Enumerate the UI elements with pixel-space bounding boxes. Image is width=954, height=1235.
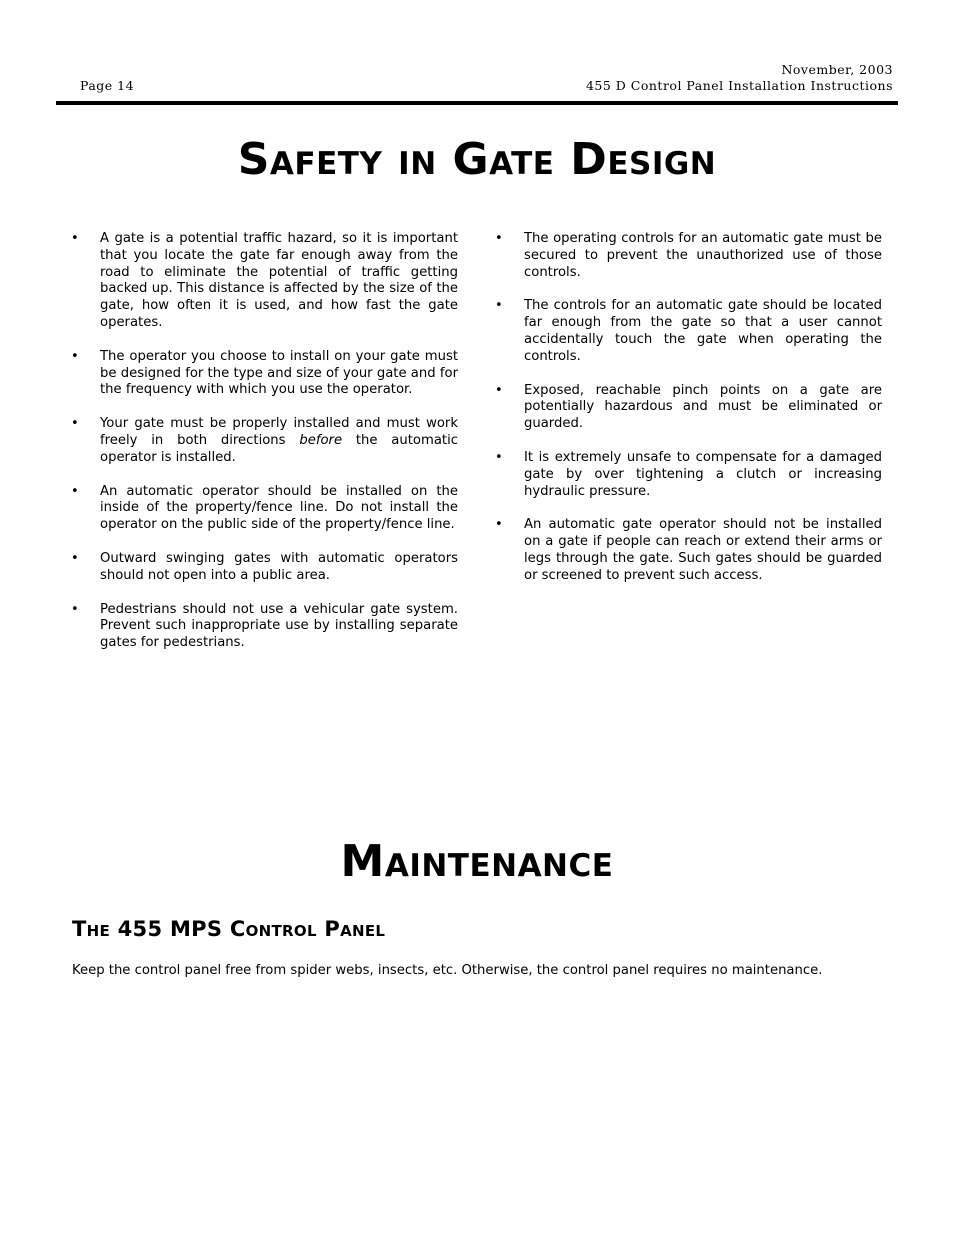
bullet-icon: • xyxy=(71,601,79,617)
bullet-icon: • xyxy=(495,517,503,533)
bullet-text: The controls for an automatic gate should be located far enough from the gate so that a user cannot accidentally touch the gate when operating the controls. xyxy=(524,298,882,364)
bullet-item xyxy=(68,602,458,652)
safety-right-list xyxy=(492,231,882,585)
bullet-item xyxy=(68,349,458,399)
bullet-item xyxy=(68,416,458,466)
safety-left-column xyxy=(68,231,458,669)
bullet-text: It is extremely unsafe to compensate for a damaged gate by over tightening a clutch or increasing hydraulic pressure. xyxy=(524,449,882,499)
bullet-item xyxy=(492,298,882,365)
header-document-title: 455 D Control Panel Installation Instructions xyxy=(585,78,893,93)
bullet-emphasis: before xyxy=(299,432,343,448)
bullet-icon: • xyxy=(71,231,79,246)
bullet-item xyxy=(68,484,458,534)
maintenance-subheading: The 455 MPS Control Panel xyxy=(72,917,386,941)
bullet-text: An automatic gate operator should not be installed on a gate if people can reach or extend their arms or legs through the gate. Such gates should be guarded or screened to prevent such access. xyxy=(524,517,882,583)
bullet-text: A gate is a potential traffic hazard, so it is important that you locate the gate far enough away from the road to eliminate the potential of traffic getting backed up. This distance is affected by the size of the gate, how often it is used, and how fast the gate operates. xyxy=(100,231,458,330)
bullet-icon: • xyxy=(71,348,79,364)
bullet-item xyxy=(492,517,882,584)
bullet-icon: • xyxy=(71,483,79,499)
maintenance-body: Keep the control panel free from spider webs, insects, etc. Otherwise, the control panel requires no maintenance. xyxy=(72,963,823,978)
bullet-icon: • xyxy=(495,382,503,398)
safety-left-list xyxy=(68,231,458,652)
bullet-icon: • xyxy=(495,449,503,465)
bullet-text: the automatic operator is installed. xyxy=(100,432,458,465)
bullet-icon: • xyxy=(495,298,503,314)
header-page-number: Page 14 xyxy=(80,78,135,93)
maintenance-title: Maintenance xyxy=(340,836,614,887)
bullet-text: Outward swinging gates with automatic operators should not open into a public area. xyxy=(100,550,458,583)
bullet-icon: • xyxy=(71,550,79,566)
bullet-text: Your gate must be properly installed and must work freely in both directions xyxy=(100,416,458,448)
bullet-item xyxy=(492,383,882,433)
header-rule xyxy=(56,101,898,105)
bullet-text: Exposed, reachable pinch points on a gate are potentially hazardous and must be eliminated or guarded. xyxy=(524,382,882,432)
bullet-text: Pedestrians should not use a vehicular gate system. Prevent such inappropriate use by installing separate gates for pedestrians. xyxy=(100,601,458,651)
bullet-text: An automatic operator should be installed on the inside of the property/fence line. Do not install the operator on the public side of the property/fence line. xyxy=(100,483,458,533)
bullet-item xyxy=(68,551,458,585)
bullet-text: The operating controls for an automatic gate must be secured to prevent the unauthorized use of those controls. xyxy=(524,231,882,280)
header-date: November, 2003 xyxy=(781,62,893,77)
bullet-item xyxy=(492,231,882,281)
bullet-icon: • xyxy=(495,231,503,246)
bullet-item xyxy=(68,231,458,332)
bullet-text: The operator you choose to install on your gate must be designed for the type and size of your gate and for the frequency with which you use the operator. xyxy=(100,348,458,398)
safety-title: Safety in Gate Design xyxy=(237,134,717,185)
bullet-item xyxy=(492,450,882,500)
bullet-icon: • xyxy=(71,416,79,432)
safety-right-column xyxy=(492,231,882,602)
